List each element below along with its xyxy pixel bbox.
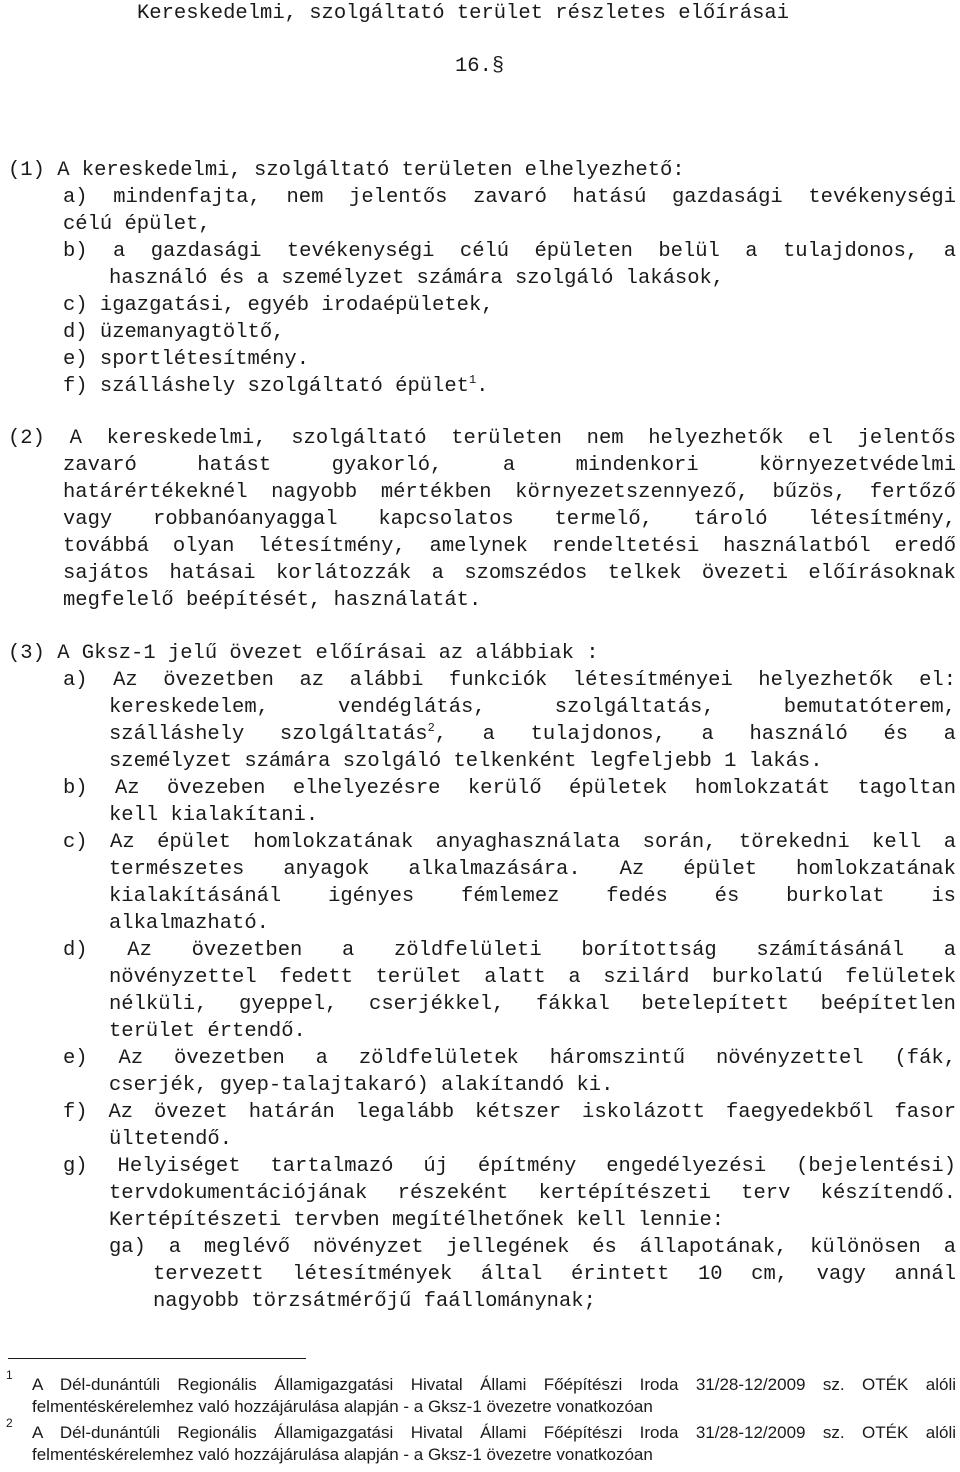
p3-lead: (3) A Gksz-1 jelű övezet előírásai az alábbiak : <box>8 642 599 665</box>
p2-line5: továbbá olyan létesítmény, amelynek rendeltetési használatból eredő <box>63 535 956 558</box>
p3-item-b-line1: b) Az övezeben elhelyezésre kerülő épületek homlokzatát tagoltan <box>63 777 956 800</box>
p3-item-b-line2: kell kialakítani. <box>109 804 319 827</box>
p1-item-a-line1: a) mindenfajta, nem jelentős zavaró hatású gazdasági tevékenységi <box>63 186 956 209</box>
p1-lead: (1) A kereskedelmi, szolgáltató területen elhelyezhető: <box>8 159 685 182</box>
p3-item-a-line4: személyzet számára szolgáló telkenként legfeljebb 1 lakás. <box>109 750 823 773</box>
p3-item-d-line4: terület értendő. <box>109 1020 306 1043</box>
p3-item-a-line3-pre: szálláshely szolgáltatás <box>109 723 428 746</box>
footnote-2-line1: A Dél-dunántúli Regionális Államigazgatási Hivatal Állami Főépítészi Iroda 31/28-12/2009 sz. OTÉK alóli <box>32 1423 956 1442</box>
p3-item-g-line1: g) Helyiséget tartalmazó új építmény engedélyezési (bejelentési) <box>63 1155 956 1178</box>
p3-item-g-line2: tervdokumentációjának részeként kertépítészeti terv készítendő. <box>109 1182 956 1205</box>
p2-line2: zavaró hatást gyakorló, a mindenkori környezetvédelmi <box>63 454 956 477</box>
p3-item-c-line1: c) Az épület homlokzatának anyaghasználata során, törekedni kell a <box>63 831 956 854</box>
p3-item-a-line2: kereskedelem, vendéglátás, szolgáltatás, bemutatóterem, <box>109 696 956 719</box>
p3-item-a-line1: a) Az övezetben az alábbi funkciók létesítményei helyezhetők el: <box>63 669 956 692</box>
p3-item-e-line2: cserjék, gyep-talajtakaró) alakítandó ki. <box>109 1074 614 1097</box>
p3-item-a-line3-post: , a tulajdonos, a használó és a <box>434 723 956 746</box>
p3-item-f-line2: ültetendő. <box>109 1128 233 1151</box>
p2-line3: határértékeknél nagyobb mértékben környezetszennyező, bűzös, fertőző <box>63 481 956 504</box>
p3-item-c-line4: alkalmazható. <box>109 912 269 935</box>
p3-item-f-line1: f) Az övezet határán legalább kétszer iskolázott faegyedekből fasor <box>63 1101 956 1124</box>
p1-item-f <box>63 373 488 400</box>
p2-line1: (2) A kereskedelmi, szolgáltató területen nem helyezhetők el jelentős <box>8 427 956 450</box>
p1-item-f-end: . <box>476 375 489 398</box>
footnote-2-line2: felmentéskérelemhez való hozzájárulása alapján - a Gksz-1 övezetre vonatkozóan <box>32 1445 653 1464</box>
p1-item-f-text: f) szálláshely szolgáltató épület <box>63 375 469 398</box>
p3-item-d-line3: nélküli, gyeppel, cserjékkel, fákkal betelepített beépítetlen <box>109 993 956 1016</box>
p1-item-c: c) igazgatási, egyéb irodaépületek, <box>63 294 494 317</box>
p3-item-c-line2: természetes anyagok alkalmazására. Az épület homlokzatának <box>109 858 956 881</box>
p3-item-ga-line1: ga) a meglévő növényzet jellegének és állapotának, különösen a <box>109 1236 956 1259</box>
p2-line7: megfelelő beépítését, használatát. <box>63 589 482 612</box>
p1-item-e: e) sportlétesítmény. <box>63 348 310 371</box>
p3-item-d-line1: d) Az övezetben a zöldfelületi borítottság számításánál a <box>63 939 956 962</box>
p1-item-b-line1: b) a gazdasági tevékenységi célú épületen belül a tulajdonos, a <box>63 240 956 263</box>
footnote-ref-2: 2 <box>427 721 435 736</box>
p3-item-c-line3: kialakításánál igényes fémlemez fedés és burkolat is <box>109 885 956 908</box>
p1-item-b-line2: használó és a személyzet számára szolgáló lakások, <box>109 267 725 290</box>
p3-item-a-line3 <box>109 721 956 748</box>
p2-line6: sajátos hatásai korlátozzák a szomszédos telkek övezeti előírásoknak <box>63 562 956 585</box>
p1-item-a-line2: célú épület, <box>63 213 211 236</box>
p1-item-d: d) üzemanyagtöltő, <box>63 321 285 344</box>
footnote-2-mark: 2 <box>6 1416 13 1430</box>
section-number: 16.§ <box>455 55 505 78</box>
footnote-separator <box>8 1358 306 1359</box>
p3-item-ga-line3: nagyobb törzsátmérőjű faállománynak; <box>153 1290 596 1313</box>
footnote-1-line2: felmentéskérelemhez való hozzájárulása alapján - a Gksz-1 övezetre vonatkozóan <box>32 1397 653 1416</box>
footnote-1-line1: A Dél-dunántúli Regionális Államigazgatási Hivatal Állami Főépítészi Iroda 31/28-12/2009 sz. OTÉK alóli <box>32 1375 956 1394</box>
page-title: Kereskedelmi, szolgáltató terület részletes előírásai <box>137 2 790 25</box>
footnote-1-mark: 1 <box>6 1368 13 1382</box>
p3-item-e-line1: e) Az övezetben a zöldfelületek háromszintű növényzettel (fák, <box>63 1047 956 1070</box>
p2-line4: vagy robbanóanyaggal kapcsolatos termelő, tároló létesítmény, <box>63 508 956 531</box>
p3-item-ga-line2: tervezett létesítmények által érintett 10 cm, vagy annál <box>153 1263 956 1286</box>
p3-item-d-line2: növényzettel fedett terület alatt a szilárd burkolatú felületek <box>109 966 956 989</box>
p3-item-g-line3: Kertépítészeti tervben megítélhetőnek kell lennie: <box>109 1209 725 1232</box>
footnote-ref-1: 1 <box>468 373 477 388</box>
